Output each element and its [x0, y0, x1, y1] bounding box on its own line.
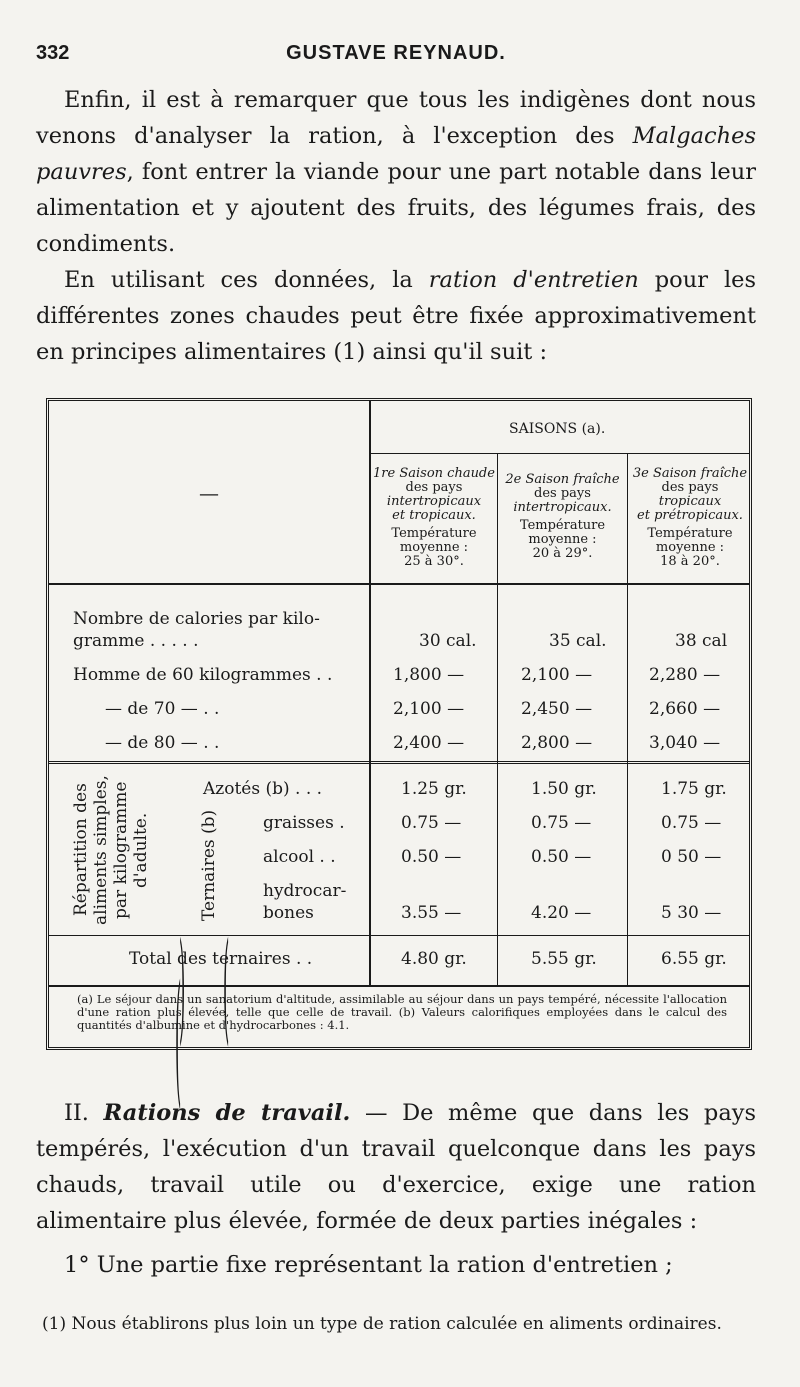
cell-60kg-3: 2,280 — — [649, 665, 721, 685]
cell-60kg-1: 1,800 — — [393, 665, 465, 685]
cell-total-2: 5.55 gr. — [531, 949, 597, 969]
page-header — [36, 42, 756, 74]
paragraph-2-text-a: En utilisant ces données, la — [64, 267, 429, 293]
seasons-title: SAISONS (a). — [509, 421, 606, 437]
cell-calories-1: 30 cal. — [419, 631, 477, 651]
row-80kg-label: — de 80 — . . — [105, 733, 220, 753]
cell-alcool-1: 0.50 — — [401, 847, 462, 867]
row-alcool-label: alcool . . — [263, 847, 336, 867]
paragraph-2 — [36, 262, 756, 370]
cell-hydrocarbones-2: 4.20 — — [531, 903, 592, 923]
cell-80kg-3: 3,040 — — [649, 733, 721, 753]
page-number: 332 — [36, 42, 70, 64]
cell-calories-3: 38 cal — [675, 631, 728, 651]
cell-calories-2: 35 cal. — [549, 631, 607, 651]
paragraph-2-emphasis: ration d'entretien — [428, 267, 639, 293]
paragraph-2-text-b: pour les différentes zones chaudes peut être fixée approximativement en principes alimentaires (1) ainsi qu'il suit : — [36, 267, 757, 365]
row-hydrocarbones-label-a: hydrocar- — [263, 881, 347, 901]
cell-hydrocarbones-1: 3.55 — — [401, 903, 462, 923]
cell-60kg-2: 2,100 — — [521, 665, 593, 685]
paragraph-4: 1° Une partie fixe représentant la ration d'entretien ; — [64, 1252, 673, 1278]
paragraph-3-text: — De même que dans les pays tempérés, l'exécution d'un travail quelconque dans les pays chauds, travail utile ou d'exercice, exige une ration alimentaire plus élevée, formée de deux parties inégales : — [36, 1100, 756, 1234]
cell-graisses-3: 0.75 — — [661, 813, 722, 833]
section-number: II. — [64, 1100, 104, 1126]
cell-graisses-1: 0.75 — — [401, 813, 462, 833]
cell-azotes-2: 1.50 gr. — [531, 779, 597, 799]
paragraph-1-text-a: Enfin, il est à remarquer que tous les indigènes dont nous venons d'analyser la ration, à l'exception des — [36, 87, 756, 149]
paragraph-1-text-b: , font entrer la viande pour une part notable dans leur alimentation et y ajoutent des fruits, des légumes frais, des condiments. — [36, 159, 756, 257]
section-title: Rations de travail. — [103, 1100, 351, 1126]
footnote: (1) Nous établirons plus loin un type de ration calculée en aliments ordinaires. — [42, 1314, 722, 1334]
cell-alcool-2: 0.50 — — [531, 847, 592, 867]
cell-total-3: 6.55 gr. — [661, 949, 727, 969]
paragraph-1 — [36, 82, 756, 262]
row-70kg-label: — de 70 — . . — [105, 699, 220, 719]
cell-70kg-2: 2,450 — — [521, 699, 593, 719]
cell-80kg-1: 2,400 — — [393, 733, 465, 753]
row-total-label: Total des ternaires . . — [129, 949, 313, 969]
row-graisses-label: graisses . — [263, 813, 345, 833]
cell-70kg-1: 2,100 — — [393, 699, 465, 719]
cell-alcool-3: 0 50 — — [661, 847, 722, 867]
brace-open: ( — [175, 958, 182, 1124]
cell-hydrocarbones-3: 5 30 — — [661, 903, 722, 923]
cell-graisses-2: 0.75 — — [531, 813, 592, 833]
brace-ternaires-close: ) — [179, 920, 186, 1058]
cell-70kg-3: 2,660 — — [649, 699, 721, 719]
group-label: Répartition des aliments simples, par kilogramme d'adulte. — [71, 775, 151, 925]
cell-azotes-3: 1.75 gr. — [661, 779, 727, 799]
ternaires-label: Ternaires (b) — [199, 809, 219, 921]
table-note: (a) Le séjour dans un sanatorium d'altitude, assimilable au séjour dans un pays tempéré, nécessite l'allocation d'une ration plus élevée, telle que celle de travail. (b) Valeurs calorifiques employées dans le calcul des quantités d'albumine et d'hydrocarbones : 4.1. — [77, 992, 727, 1032]
column-header-1: 1re Saison chaude des pays intertropicaux et tropicaux. Température moyenne : 25 à 30°. — [373, 466, 495, 569]
running-head: GUSTAVE REYNAUD. — [286, 42, 506, 64]
corner-dash: — — [199, 481, 219, 505]
cell-azotes-1: 1.25 gr. — [401, 779, 467, 799]
cell-80kg-2: 2,800 — — [521, 733, 593, 753]
row-60kg-label: Homme de 60 kilogrammes . . — [73, 665, 333, 685]
paragraph-1-emphasis: Malgaches pauvres — [36, 123, 756, 185]
row-azotes-label: Azotés (b) . . . — [203, 779, 323, 799]
column-header-3: 3e Saison fraîche des pays tropicaux et prétropicaux. Température moyenne : 18 à 20°. — [632, 466, 748, 569]
cell-total-1: 4.80 gr. — [401, 949, 467, 969]
column-header-2: 2e Saison fraîche des pays intertropicaux. Température moyenne : 20 à 29°. — [505, 472, 620, 561]
brace-ternaires: ( — [223, 920, 230, 1058]
row-calories-label-a: Nombre de calories par kilo- — [73, 609, 320, 629]
paragraph-3 — [36, 1095, 756, 1283]
row-calories-label-b: gramme . . . . . — [73, 631, 199, 651]
row-hydrocarbones-label-b: bones — [263, 903, 314, 923]
